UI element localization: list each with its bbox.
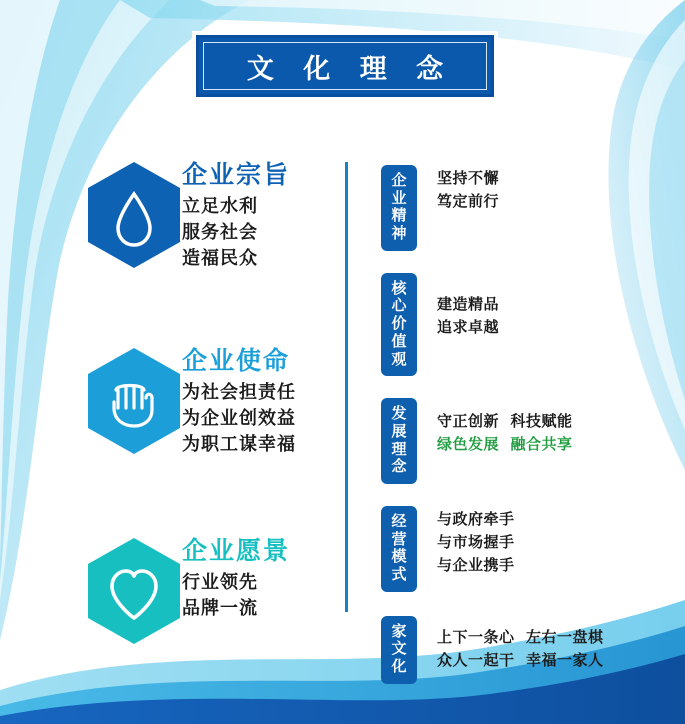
left-text-vision: [182, 536, 290, 622]
tag-char: 观: [391, 349, 407, 368]
right-row-family-culture: [381, 616, 671, 684]
right-column: [381, 165, 671, 702]
tag-char: 营: [391, 529, 407, 548]
tag-business-model: [381, 506, 417, 592]
tag-char: 心: [391, 296, 407, 315]
right-lines-spirit: [417, 165, 499, 214]
hexagon-badge-vision: [86, 536, 182, 646]
hexagon-badge-purpose: [86, 160, 182, 270]
tag-char: 企: [391, 171, 407, 189]
tag-char: 业: [391, 188, 407, 207]
right-line: 众人一起干 幸福一家人: [437, 650, 604, 669]
hexagon-badge-mission: [86, 346, 182, 456]
tag-char: 念: [391, 457, 407, 476]
right-line: 笃定前行: [437, 192, 500, 211]
left-line: 立足水利: [182, 196, 258, 217]
tag-char: 经: [391, 511, 407, 530]
left-block-mission: [60, 346, 350, 506]
tag-char: 值: [391, 331, 407, 350]
left-line: 为企业创效益: [182, 408, 296, 430]
right-line: 绿色发展 融合共享: [437, 435, 573, 454]
right-line: 与市场握手: [437, 533, 515, 552]
left-heading-purpose: 企业宗旨: [182, 160, 291, 189]
heart-icon: [86, 536, 182, 646]
tag-char: 精: [391, 206, 407, 225]
water-drop-icon: [86, 160, 182, 270]
tag-char: 神: [391, 224, 407, 243]
left-heading-mission: 企业使命: [182, 346, 291, 375]
page-title: [196, 35, 494, 97]
left-line: 行业领先: [182, 572, 258, 593]
right-line: 建造精品: [437, 294, 500, 313]
tag-char: 价: [391, 314, 407, 333]
vertical-divider: [345, 162, 348, 612]
left-text-purpose: [182, 160, 290, 272]
left-text-mission: [182, 346, 296, 458]
tag-family-culture: [381, 616, 417, 684]
title-text: 文 化 理 念: [246, 53, 454, 85]
left-heading-vision: 企业愿景: [182, 536, 291, 565]
right-lines-development: [417, 398, 572, 457]
left-line: 为职工谋幸福: [182, 434, 296, 456]
left-line: 品牌一流: [182, 598, 258, 620]
right-line: 与企业携手: [437, 556, 515, 575]
right-line: 追求卓越: [437, 318, 500, 336]
tag-spirit: [381, 165, 417, 251]
tag-char: 化: [391, 657, 407, 676]
left-line: 为社会担责任: [182, 382, 296, 403]
tag-char: 发: [391, 404, 407, 423]
left-column: [60, 160, 350, 696]
tag-char: 理: [391, 439, 407, 458]
right-line: 守正创新 科技赋能: [437, 412, 573, 431]
right-lines-business-model: [417, 506, 515, 578]
right-line: 坚持不懈: [437, 169, 500, 187]
right-row-business-model: [381, 506, 671, 592]
right-line: 上下一条心 左右一盘棋: [437, 627, 604, 646]
left-block-vision: [60, 536, 350, 696]
right-row-core-values: [381, 273, 671, 376]
right-lines-core-values: [417, 273, 499, 340]
tag-char: 核: [391, 278, 407, 297]
left-line: 造福民众: [182, 248, 258, 270]
tag-core-values: [381, 273, 417, 376]
left-block-purpose: [60, 160, 350, 320]
tag-development: [381, 398, 417, 484]
right-line: 与政府牵手: [437, 509, 515, 528]
tag-char: 文: [391, 639, 407, 658]
fist-hand-icon: [86, 346, 182, 456]
tag-char: 式: [391, 565, 407, 583]
left-line: 服务社会: [182, 222, 258, 244]
right-lines-family-culture: [417, 616, 603, 673]
right-row-development: [381, 398, 671, 484]
right-row-spirit: [381, 165, 671, 251]
tag-char: 展: [391, 421, 407, 440]
tag-char: 家: [391, 621, 407, 640]
tag-char: 模: [391, 547, 407, 566]
